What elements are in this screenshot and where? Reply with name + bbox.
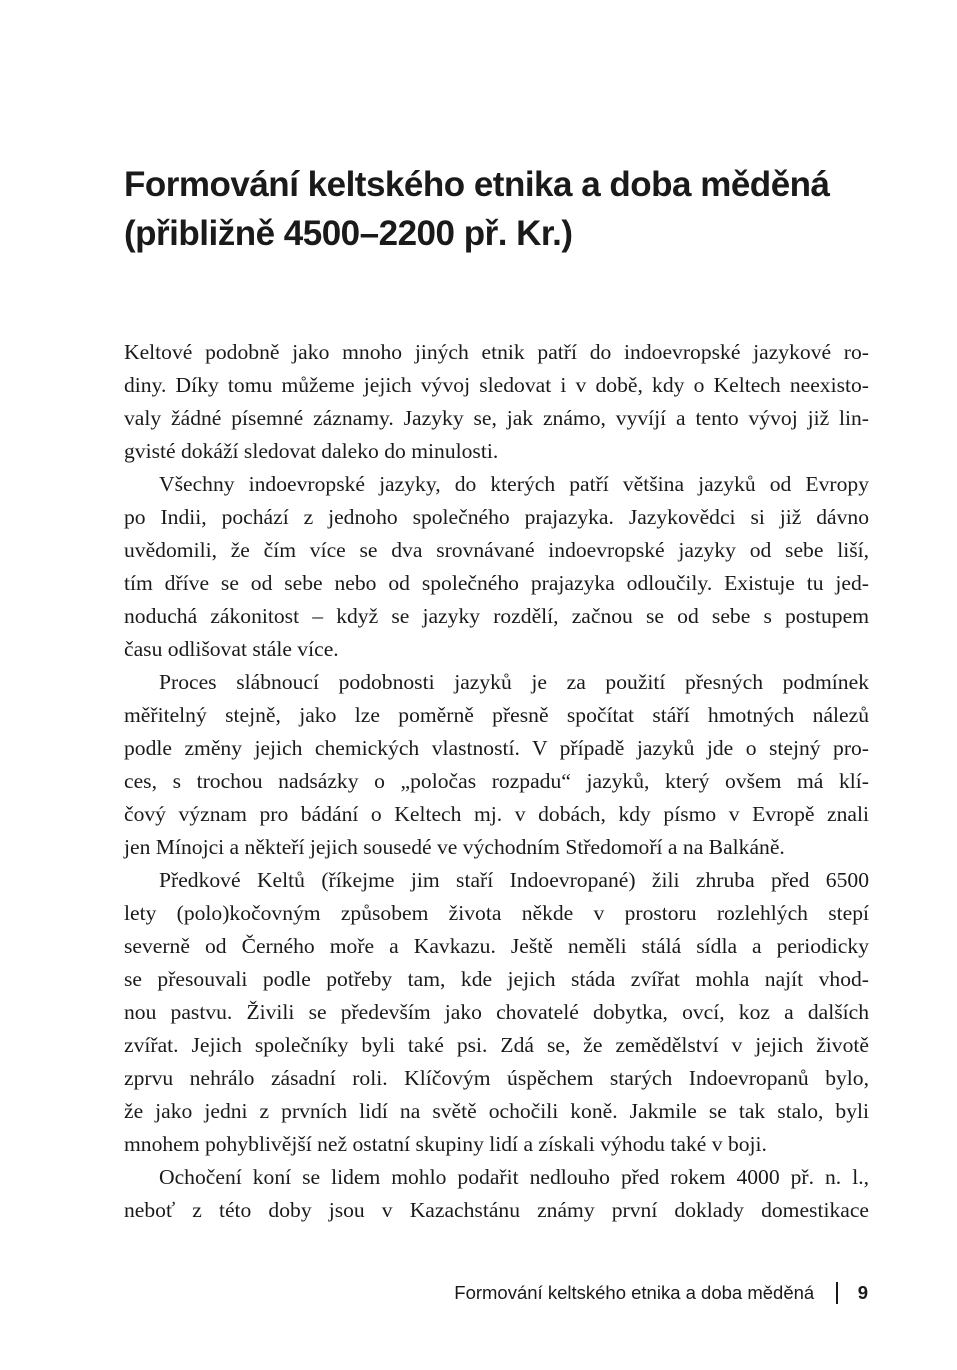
text-line: čový význam pro bádání o Keltech mj. v dobách, kdy písmo v Evropě znali bbox=[124, 802, 869, 826]
chapter-title-line: Formování keltského etnika a doba měděná bbox=[124, 165, 830, 204]
text-line: že jako jedni z prvních lidí na světě ochočili koně. Jakmile se tak stalo, byli bbox=[124, 1099, 869, 1123]
text-line: mnohem pohyblivější než ostatní skupiny lidí a získali výhodu také v boji. bbox=[124, 1132, 767, 1156]
text-line: Keltové podobně jako mnoho jiných etnik patří do indoevropské jazykové ro- bbox=[124, 340, 869, 364]
page-footer bbox=[454, 1280, 868, 1306]
text-line: se přesouvali podle potřeby tam, kde jejich stáda zvířat mohla najít vhod- bbox=[124, 967, 869, 991]
text-line: zvířat. Jejich společníky byli také psi. Zdá se, že zemědělství v jejich životě bbox=[124, 1033, 869, 1057]
paragraph bbox=[124, 666, 869, 864]
text-line: podle změny jejich chemických vlastností. V případě jazyků jde o stejný pro- bbox=[124, 736, 869, 760]
text-line: nou pastvu. Živili se především jako chovatelé dobytka, ovcí, koz a dalších bbox=[124, 1000, 869, 1024]
body-text bbox=[124, 336, 869, 1227]
chapter-title-line: (přibližně 4500–2200 př. Kr.) bbox=[124, 214, 573, 253]
paragraph bbox=[124, 336, 869, 468]
text-line: měřitelný stejně, jako lze poměrně přesně spočítat stáří hmotných nálezů bbox=[124, 703, 869, 727]
text-line: času odlišovat stále více. bbox=[124, 637, 339, 661]
text-line: ces, s trochou nadsázky o „poločas rozpadu“ jazyků, který ovšem má klí- bbox=[124, 769, 869, 793]
text-line: Předkové Keltů (říkejme jim staří Indoevropané) žili zhruba před 6500 bbox=[159, 868, 869, 892]
text-line: Proces slábnoucí podobnosti jazyků je za použití přesných podmínek bbox=[159, 670, 869, 694]
text-line: tím dříve se od sebe nebo od společného prajazyka odloučily. Existuje tu jed- bbox=[124, 571, 869, 595]
paragraph bbox=[124, 468, 869, 666]
text-line: lety (polo)kočovným způsobem života někde v prostoru rozlehlých stepí bbox=[124, 901, 869, 925]
footer-divider bbox=[836, 1282, 838, 1304]
text-line: zprvu nehrálo zásadní roli. Klíčovým úspěchem starých Indoevropanů bylo, bbox=[124, 1066, 869, 1090]
text-line: diny. Díky tomu můžeme jejich vývoj sledovat i v době, kdy o Keltech neexisto- bbox=[124, 373, 869, 397]
chapter-title bbox=[124, 160, 884, 258]
text-line: jen Mínojci a někteří jejich sousedé ve východním Středomoří a na Balkáně. bbox=[124, 835, 785, 859]
text-line: gvisté dokáží sledovat daleko do minulosti. bbox=[124, 439, 499, 463]
text-line: po Indii, pochází z jednoho společného prajazyka. Jazykovědci si již dávno bbox=[124, 505, 869, 529]
page-number: 9 bbox=[857, 1282, 868, 1303]
running-title: Formování keltského etnika a doba měděná bbox=[454, 1282, 815, 1303]
text-line: noduchá zákonitost – když se jazyky rozdělí, začnou se od sebe s postupem bbox=[124, 604, 869, 628]
paragraph bbox=[124, 1161, 869, 1227]
text-line: uvědomili, že čím více se dva srovnávané indoevropské jazyky od sebe liší, bbox=[124, 538, 869, 562]
text-line: neboť z této doby jsou v Kazachstánu známy první doklady domestikace bbox=[124, 1198, 869, 1222]
paragraph bbox=[124, 864, 869, 1161]
text-line: valy žádné písemné záznamy. Jazyky se, jak známo, vyvíjí a tento vývoj již lin- bbox=[124, 406, 869, 430]
text-line: severně od Černého moře a Kavkazu. Ještě neměli stálá sídla a periodicky bbox=[124, 934, 869, 958]
text-line: Ochočení koní se lidem mohlo podařit nedlouho před rokem 4000 př. n. l., bbox=[159, 1165, 869, 1189]
text-line: Všechny indoevropské jazyky, do kterých patří většina jazyků od Evropy bbox=[159, 472, 869, 496]
